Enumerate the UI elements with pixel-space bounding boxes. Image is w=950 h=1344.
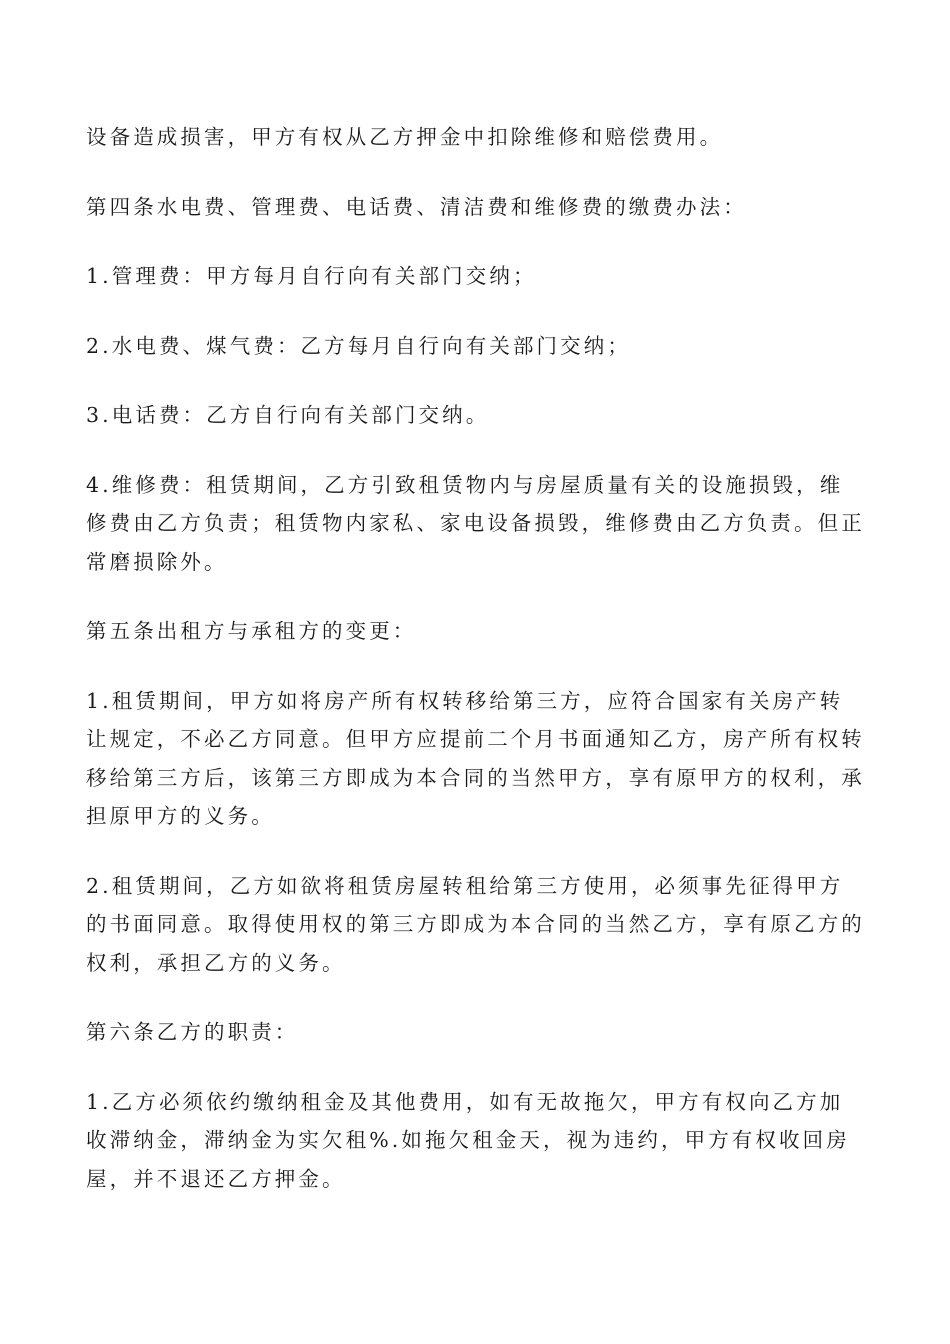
list-item: 2.水电费、煤气费：乙方每月自行向有关部门交纳； (86, 333, 631, 358)
list-item: 2.租赁期间，乙方如欲将租赁房屋转租给第三方使用，必须事先征得甲方的书面同意。取得使用权的第三方即成为本合同的当然乙方，享有原乙方的权利，承担乙方的义务。 (86, 873, 865, 975)
list-item: 1.管理费：甲方每月自行向有关部门交纳； (86, 264, 537, 288)
heading-article-4: 第四条水电费、管理费、电话费、清洁费和维修费的缴费办法： (86, 194, 747, 219)
list-item: 1.乙方必须依约缴纳租金及其他费用，如有无故拖欠，甲方有权向乙方加收滞纳金，滞纳金为实欠租%.如拖欠租金天，视为违约，甲方有权收回房屋，并不退还乙方押金。 (86, 1089, 850, 1191)
document-body (86, 118, 866, 1229)
heading-article-6: 第六条乙方的职责： (86, 1020, 299, 1044)
list-item: 4.维修费：租赁期间，乙方引致租赁物内与房屋质量有关的设施损毁，维修费由乙方负责；租赁物内家私、家电设备损毁，维修费由乙方负责。但正常磨损除外。 (86, 472, 865, 574)
list-item: 1.租赁期间，甲方如将房产所有权转移给第三方，应符合国家有关房产转让规定，不必乙方同意。但甲方应提前二个月书面通知乙方，房产所有权转移给第三方后，该第三方即成为本合同的当然甲方，享有原甲方的权利，承担原甲方的义务。 (86, 688, 865, 828)
paragraph-deposit-deduction: 设备造成损害，甲方有权从乙方押金中扣除维修和赔偿费用。 (86, 125, 724, 149)
heading-article-5: 第五条出租方与承租方的变更： (86, 619, 417, 643)
list-item: 3.电话费：乙方自行向有关部门交纳。 (86, 403, 490, 427)
